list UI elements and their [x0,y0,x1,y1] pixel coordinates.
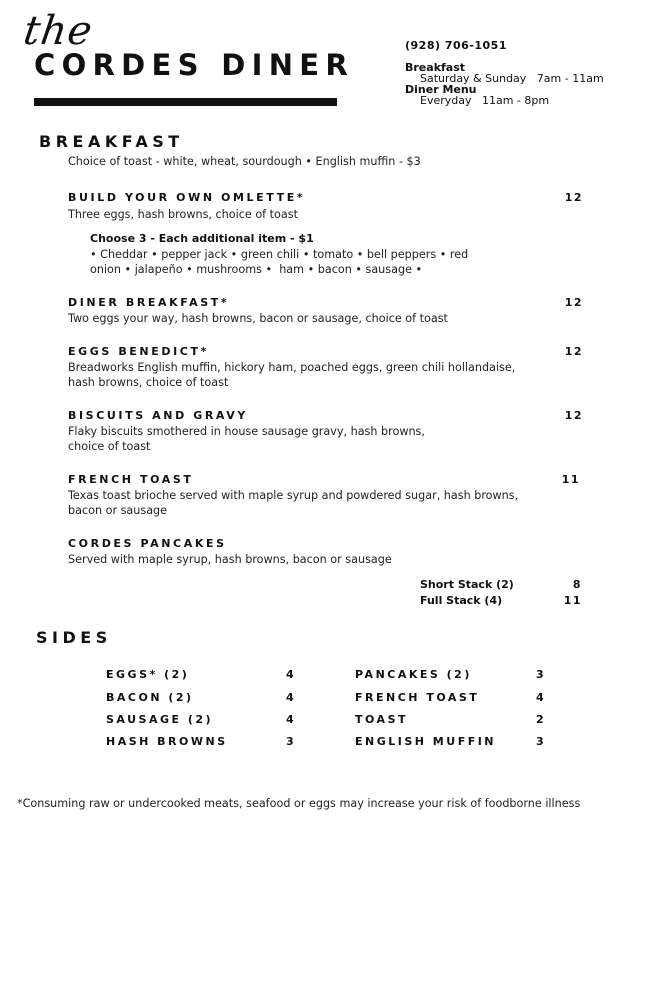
full-stack-label: Full Stack (4) [420,594,503,607]
toast-note: Choice of toast - white, wheat, sourdough • English muffin - $3 [68,155,421,168]
header-divider-bar [34,98,337,106]
item-diner-breakfast-price: 12 [564,296,583,309]
side-item-price: 3 [536,668,544,681]
side-item-price: 4 [286,691,294,704]
consumer-advisory-footnote: *Consuming raw or undercooked meats, seafood or eggs may increase your risk of foodborne illness [17,797,581,810]
side-item-name: HASH BROWNS [106,735,228,748]
phone-number: (928) 706-1051 [405,39,507,52]
side-item-name: ENGLISH MUFFIN [355,735,497,748]
side-item-name: SAUSAGE (2) [106,713,214,726]
side-item-name: BACON (2) [106,691,194,704]
item-eggs-benedict-desc-2: hash browns, choice of toast [68,376,229,389]
item-biscuits-gravy-price: 12 [564,409,583,422]
item-french-toast-desc-2: bacon or sausage [68,504,168,517]
side-item-name: TOAST [355,713,408,726]
side-item-name: PANCAKES (2) [355,668,472,681]
side-item-price: 3 [536,735,544,748]
side-item-name: EGGS* (2) [106,668,190,681]
item-omelette-desc: Three eggs, hash browns, choice of toast [68,208,298,221]
full-stack-price: 11 [563,594,582,607]
hours-breakfast: Saturday & Sunday 7am - 11am [420,72,604,85]
item-biscuits-gravy-desc-1: Flaky biscuits smothered in house sausage gravy, hash browns, [68,425,425,438]
side-item-price: 4 [536,691,544,704]
logo-script-word: the [20,8,96,54]
item-diner-breakfast-name: DINER BREAKFAST* [68,296,230,309]
item-omelette-price: 12 [564,191,583,204]
item-diner-breakfast-desc: Two eggs your way, hash browns, bacon or sausage, choice of toast [68,312,448,325]
side-item-price: 2 [536,713,544,726]
omelette-addon-list-2: onion • jalapeño • mushrooms • ham • bacon • sausage • [90,263,423,276]
item-pancakes-desc: Served with maple syrup, hash browns, bacon or sausage [68,553,392,566]
side-item-price: 3 [286,735,294,748]
item-french-toast-name: FRENCH TOAST [68,473,194,486]
hours-label-breakfast: Breakfast [405,61,466,74]
section-heading-sides: SIDES [36,628,112,647]
item-eggs-benedict-name: EGGS BENEDICT* [68,345,209,358]
short-stack-label: Short Stack (2) [420,578,514,591]
restaurant-name: CORDES DINER [34,48,355,82]
side-item-name: FRENCH TOAST [355,691,480,704]
omelette-addon-list-1: • Cheddar • pepper jack • green chili • tomato • bell peppers • red [90,248,469,261]
side-item-price: 4 [286,668,294,681]
hours-diner: Everyday 11am - 8pm [420,94,550,107]
item-pancakes-name: CORDES PANCAKES [68,537,227,550]
side-item-price: 4 [286,713,294,726]
item-biscuits-gravy-desc-2: choice of toast [68,440,151,453]
item-french-toast-desc-1: Texas toast brioche served with maple syrup and powdered sugar, hash browns, [68,489,519,502]
omelette-addon-heading: Choose 3 - Each additional item - $1 [90,232,314,245]
item-eggs-benedict-price: 12 [564,345,583,358]
item-omelette-name: BUILD YOUR OWN OMLETTE* [68,191,306,204]
item-french-toast-price: 11 [561,473,580,486]
item-biscuits-gravy-name: BISCUITS AND GRAVY [68,409,248,422]
section-heading-breakfast: BREAKFAST [39,132,184,151]
item-eggs-benedict-desc-1: Breadworks English muffin, hickory ham, poached eggs, green chili hollandaise, [68,361,516,374]
hours-label-diner: Diner Menu [405,83,477,96]
short-stack-price: 8 [572,578,582,591]
